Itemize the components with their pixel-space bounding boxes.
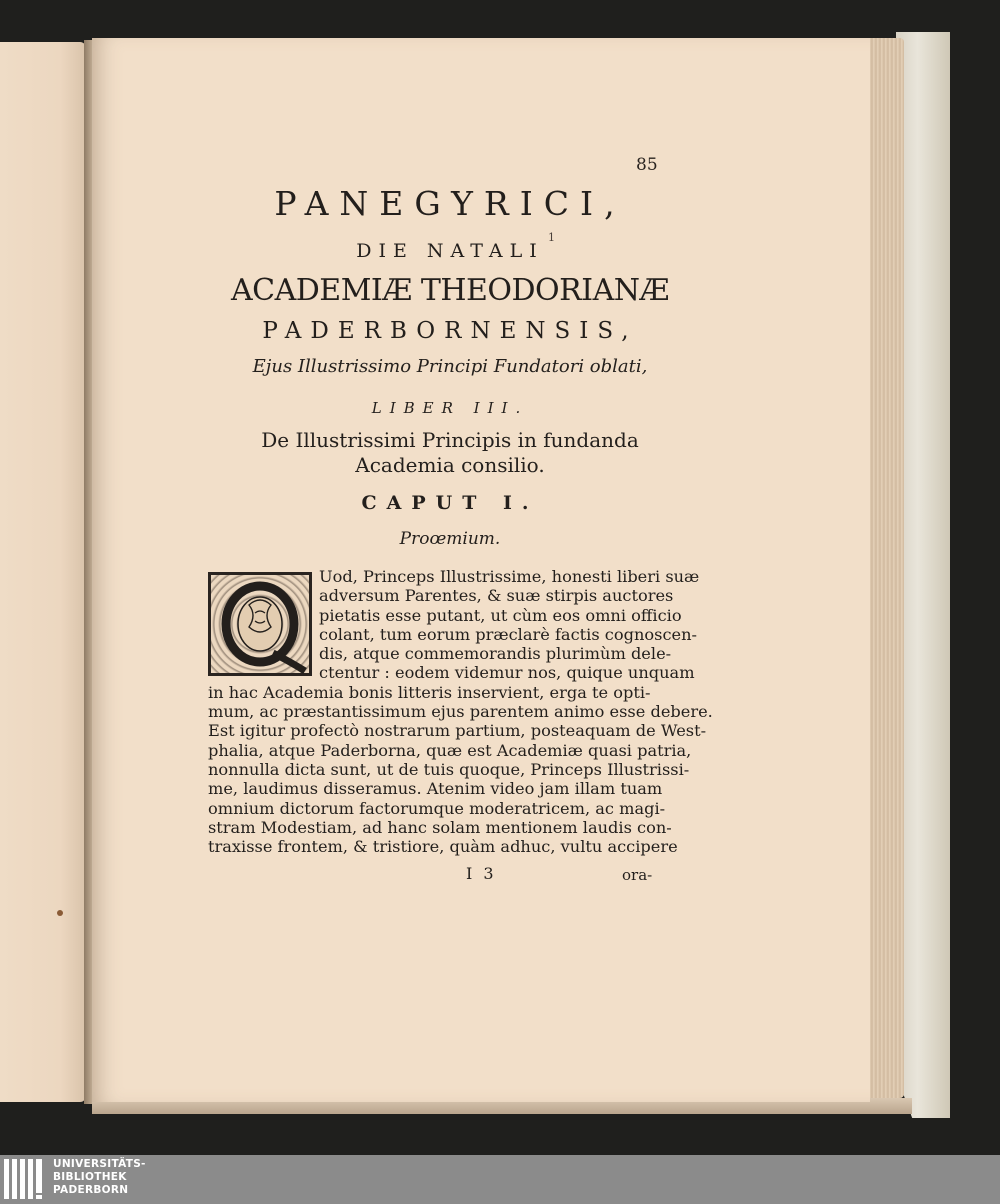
body-line: adversum Parentes, & suæ stirpis auctores [319,586,674,606]
catchword: ora- [622,866,653,884]
body-line: stram Modestiam, ad hanc solam mentionem laudis con- [208,817,672,837]
chapter-heading: CAPUT I. [361,492,539,514]
page-number: 85 [636,155,658,175]
body-line: in hac Academia bonis litteris inservient, erga te opti- [208,682,651,702]
body-line: dis, atque commemorandis plurimùm dele- [319,644,672,664]
body-text [208,567,713,857]
body-line: Uod, Princeps Illustrissime, honesti liberi suæ [319,567,700,586]
paper-spot [57,910,63,916]
signature-mark: I 3 [466,864,497,883]
book-heading: LIBER III. [371,399,529,417]
section-heading: Proœmium. [399,529,501,549]
dedication-line: Ejus Illustrissimo Principi Fundatori oblati, [252,356,648,377]
book-subject [200,428,700,478]
body-line: mum, ac præstantissimum ejus parentem animo esse debere. [208,702,713,722]
library-logo-text [53,1158,146,1197]
book-subject-text: De Illustrissimi Principis in fundanda Academia consilio. [261,428,639,477]
body-line: colant, tum eorum præclarè factis cognoscen- [319,624,697,644]
book-cover-edge [896,32,950,1118]
body-line: phalia, atque Paderborna, quæ est Academiæ quasi patria, [208,740,692,760]
logo-line: BIBLIOTHEK [53,1171,127,1183]
body-line: traxisse frontem, & tristiore, quàm adhuc, vultu accipere [208,837,678,857]
title-paderbornensis: PADERBORNENSIS, [262,318,638,344]
body-line: me, laudimus disseramus. Atenim video jam illam tuam [208,779,663,799]
library-footer [0,1155,1000,1204]
body-line: nonnulla dicta sunt, ut de tuis quoque, Princeps Illustrissi- [208,759,690,779]
facing-page-left [0,42,86,1102]
title-academiae: ACADEMIÆ THEODORIANÆ [230,273,670,308]
body-line: ctentur : eodem videmur nos, quique unquam [319,663,695,683]
body-line: pietatis esse putant, ut cùm eos omni officio [319,605,682,625]
logo-line: PADERBORN [53,1184,129,1196]
margin-mark: 1 [548,231,555,244]
body-line: omnium dictorum factorumque moderatricem, ac magi- [208,798,666,818]
title-panegyrici: PANEGYRICI, [274,184,626,223]
title-die-natali: DIE NATALI [356,240,544,262]
body-line: Est igitur profectò nostrarum partium, posteaquam de West- [208,721,707,741]
library-logo-icon [4,1157,46,1201]
logo-line: UNIVERSITÄTS- [53,1158,146,1170]
